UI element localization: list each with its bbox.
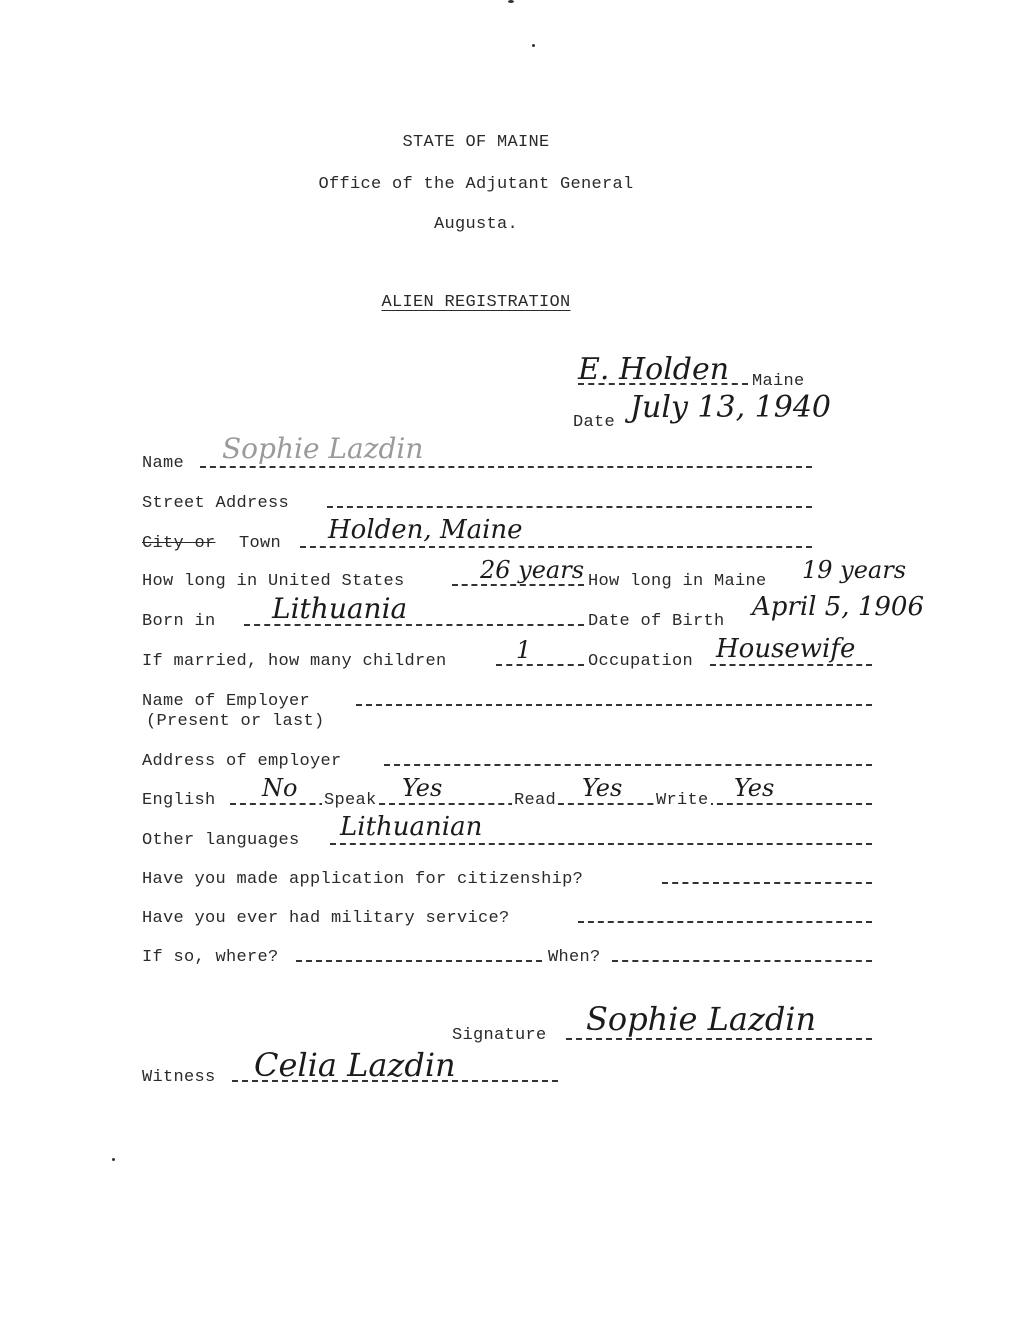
maine-duration-label: How long in Maine: [588, 572, 767, 591]
speak-label: Speak: [324, 791, 377, 810]
citizenship-label: Have you made application for citizenship?: [142, 870, 584, 889]
name-handwritten: Sophie Lazdin: [222, 432, 424, 465]
scan-speck: [112, 1158, 115, 1161]
occupation-label: Occupation: [588, 652, 694, 671]
read-label: Read: [514, 791, 557, 810]
city-struck-label: City or: [142, 534, 216, 553]
english-handwritten: No: [262, 774, 298, 802]
employer-address-label: Address of employer: [142, 752, 342, 771]
other-languages-label: Other languages: [142, 831, 300, 850]
english-label: English: [142, 791, 216, 810]
street-dashes: [327, 506, 812, 508]
children-handwritten: 1: [516, 636, 532, 664]
signature-handwritten: Sophie Lazdin: [586, 1000, 817, 1038]
us-duration-label: How long in United States: [142, 572, 405, 591]
employer-sublabel: (Present or last): [146, 712, 325, 731]
name-label: Name: [142, 454, 185, 473]
when-dashes: [612, 960, 872, 962]
employer-dashes: [356, 704, 872, 706]
citizenship-dashes: [662, 882, 872, 884]
town-label: Town: [239, 534, 282, 553]
read-handwritten: Yes: [582, 774, 623, 802]
us-duration-handwritten: 26 years: [480, 556, 585, 584]
street-label: Street Address: [142, 494, 290, 513]
name-dashes: [200, 466, 812, 468]
signature-label: Signature: [452, 1026, 547, 1045]
employer-address-dashes: [384, 764, 872, 766]
employer-label: Name of Employer: [142, 692, 311, 711]
witness-handwritten: Celia Lazdin: [254, 1046, 456, 1084]
write-handwritten: Yes: [734, 774, 775, 802]
city-heading: Augusta.: [433, 215, 518, 234]
children-label: If married, how many children: [142, 652, 447, 671]
state-heading: STATE OF MAINE: [402, 133, 550, 152]
speak-handwritten: Yes: [402, 774, 443, 802]
place-handwritten: E. Holden: [578, 352, 730, 387]
military-label: Have you ever had military service?: [142, 909, 510, 928]
maine-duration-handwritten: 19 years: [802, 556, 907, 584]
date-handwritten: July 13, 1940: [630, 390, 832, 425]
office-heading: Office of the Adjutant General: [318, 175, 634, 194]
town-handwritten: Holden, Maine: [328, 515, 523, 545]
form-title: ALIEN REGISTRATION: [381, 293, 571, 312]
when-label: When?: [548, 948, 601, 967]
born-label: Born in: [142, 612, 216, 631]
date-label: Date: [573, 413, 616, 432]
dob-label: Date of Birth: [588, 612, 725, 631]
occupation-dashes: [710, 664, 872, 666]
military-dashes: [578, 921, 872, 923]
witness-label: Witness: [142, 1068, 216, 1087]
born-handwritten: Lithuania: [272, 592, 408, 625]
town-dashes: [300, 546, 812, 548]
where-dashes: [296, 960, 542, 962]
signature-dashes: [566, 1038, 872, 1040]
write-label: Write: [656, 791, 709, 810]
us-duration-dashes: [452, 584, 584, 586]
other-languages-handwritten: Lithuanian: [340, 812, 483, 842]
occupation-handwritten: Housewife: [716, 634, 856, 664]
scan-speck: [532, 44, 535, 47]
scan-speck: [508, 0, 514, 3]
children-dashes: [496, 664, 584, 666]
dob-handwritten: April 5, 1906: [752, 592, 924, 622]
where-label: If so, where?: [142, 948, 279, 967]
other-languages-dashes: [330, 843, 872, 845]
place-suffix: Maine: [752, 372, 805, 391]
